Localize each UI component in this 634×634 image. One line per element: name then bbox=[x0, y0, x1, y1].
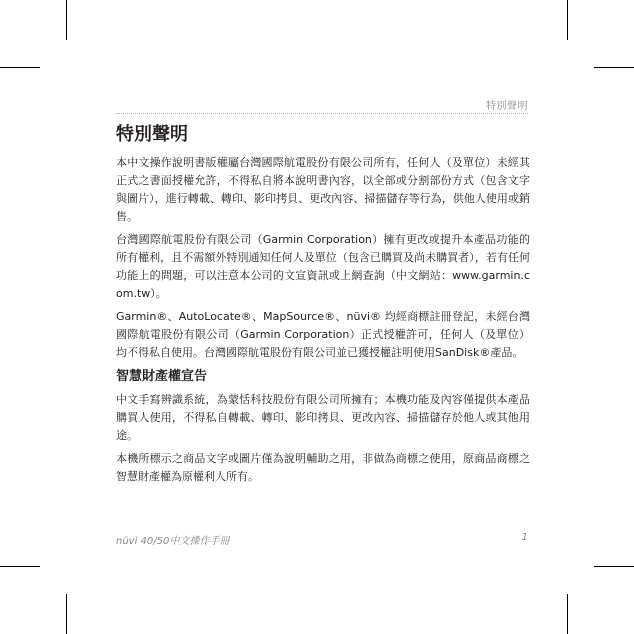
running-head: 特別聲明 bbox=[486, 101, 528, 112]
crop-mark-bottom-left-v bbox=[66, 594, 67, 634]
section-heading: 智慧財產權宣告 bbox=[116, 369, 208, 384]
crop-mark-bottom-right-v bbox=[567, 594, 568, 634]
page-content bbox=[116, 154, 530, 491]
page-title: 特別聲明 bbox=[116, 124, 188, 145]
crop-mark-top-left-v bbox=[66, 0, 67, 40]
trademark-paragraph: Garmin®、AutoLocate®、MapSource®、nüvi® 均經商標註冊登記，未經台灣國際航電股份有限公司（Garmin Corporation）正式授權許可，任何人（及單位）均不得私自使用。台灣國際航電股份有限公司並已獲授權註明使用SanDisk®產品。 bbox=[116, 310, 530, 359]
footer-manual-name: nüvi 40/50中文操作手冊 bbox=[116, 536, 230, 547]
crop-mark-bottom-right-h bbox=[594, 566, 634, 567]
footer-page-number: 1 bbox=[521, 532, 528, 543]
brand-paragraph: 本機所標示之商品文字或圖片僅為說明輔助之用，非做為商標之使用，原商品商標之智慧財產權為原權利人所有。 bbox=[116, 452, 530, 483]
crop-mark-top-left-h bbox=[0, 67, 40, 68]
crop-mark-top-right-v bbox=[567, 0, 568, 40]
handwriting-paragraph: 中文手寫辨識系統，為蒙恬科技股份有限公司所擁有；本機功能及內容僅提供本產品購買人使用，不得私自轉載、轉印、影印拷貝、更改內容、掃描儲存於他人或其他用途。 bbox=[116, 393, 530, 442]
crop-mark-bottom-left-h bbox=[0, 566, 40, 567]
crop-mark-top-right-h bbox=[594, 67, 634, 68]
copyright-paragraph: 本中文操作說明書版權屬台灣國際航電股份有限公司所有，任何人（及單位）未經其正式之書面授權允許，不得私自將本說明書內容，以全部或分割部份方式（包含文字與圖片），進行轉載、轉印、影印拷貝、更改內容、掃描儲存等行為，供他人使用或銷售。 bbox=[116, 156, 530, 223]
header-divider bbox=[116, 113, 528, 114]
rights-paragraph: 台灣國際航電股份有限公司（Garmin Corporation）擁有更改或提升本產品功能的所有權利，且不需額外特別通知任何人及單位（包含已購買及尚未購買者），若有任何功能上的問題，可以注意本公司的文宣資訊或上網查詢（中文網站：www.garmin.com.tw）。 bbox=[116, 233, 530, 300]
